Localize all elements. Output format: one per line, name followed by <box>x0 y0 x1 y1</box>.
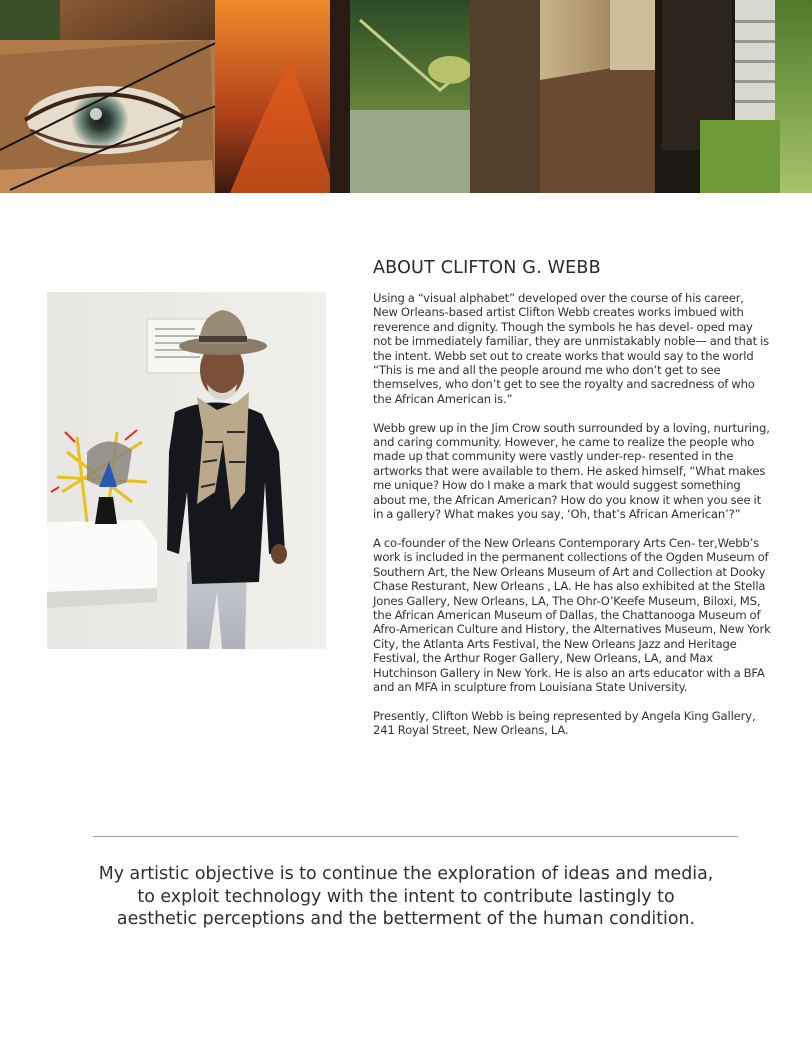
about-paragraph-2: Webb grew up in the Jim Crow south surrounded by a loving, nurturing, and caring community. However, he came to realize the people who made up that community were vastly under-rep- resented in the artworks that were available to them. He asked himself, “What makes me unique? How do I make a mark that would suggest something about me, the African American? How do you know it when you see it in a gallery? What makes you say, ‘Oh, that’s African American’?” <box>373 420 770 522</box>
statement-line-2: to exploit technology with the intent to contribute lastingly to <box>137 886 675 907</box>
about-title: ABOUT CLIFTON G. WEBB <box>373 258 601 278</box>
artist-statement <box>60 863 752 931</box>
section-divider <box>93 836 738 837</box>
about-paragraph-1: Using a “visual alphabet” developed over the course of his career, New Orleans-based artist Clifton Webb creates works imbued with reverence and dignity. Though the symbols he has devel- oped may not be immediately familiar, they are unmistakably noble— and that is the intent. Webb set out to create works that would say to the world “This is me and all the people around me who don’t get to see themselves, who don’t get to see the royalty and sacredness of who the African American is.” <box>373 291 770 406</box>
statement-line-1: My artistic objective is to continue the exploration of ideas and media, <box>98 864 714 884</box>
about-paragraph-3: A co-founder of the New Orleans Contemporary Arts Cen- ter,Webb’s work is included in the permanent collections of the Ogden Museum of Southern Art, the New Orleans Museum of Art and Collection at Dooky Chase Resturant, New Orleans , LA. He has also exhibited at the Stella Jones Gallery, New Orleans, LA, The Ohr-O’Keefe Museum, Biloxi, MS, the African American Museum of Dallas, the Chattanooga Museum of Afro-American Culture and History, the Alternatives Museum, New York City, the Atlanta Arts Festival, the New Orleans Jazz and Heritage Festival, the Arthur Roger Gallery, New Orleans, LA, and Max Hutchinson Gallery in New York. He is also an arts educator with a BFA and an MFA in sculpture from Louisiana State University. <box>373 535 771 694</box>
about-paragraph-4: Presently, Clifton Webb is being represented by Angela King Gallery, 241 Royal Street, New Orleans, LA. <box>373 708 756 738</box>
about-section <box>373 258 771 752</box>
statement-line-3: aesthetic perceptions and the betterment of the human condition. <box>116 909 696 930</box>
art-collage-banner <box>0 0 812 193</box>
artist-portrait-photo <box>47 292 326 649</box>
